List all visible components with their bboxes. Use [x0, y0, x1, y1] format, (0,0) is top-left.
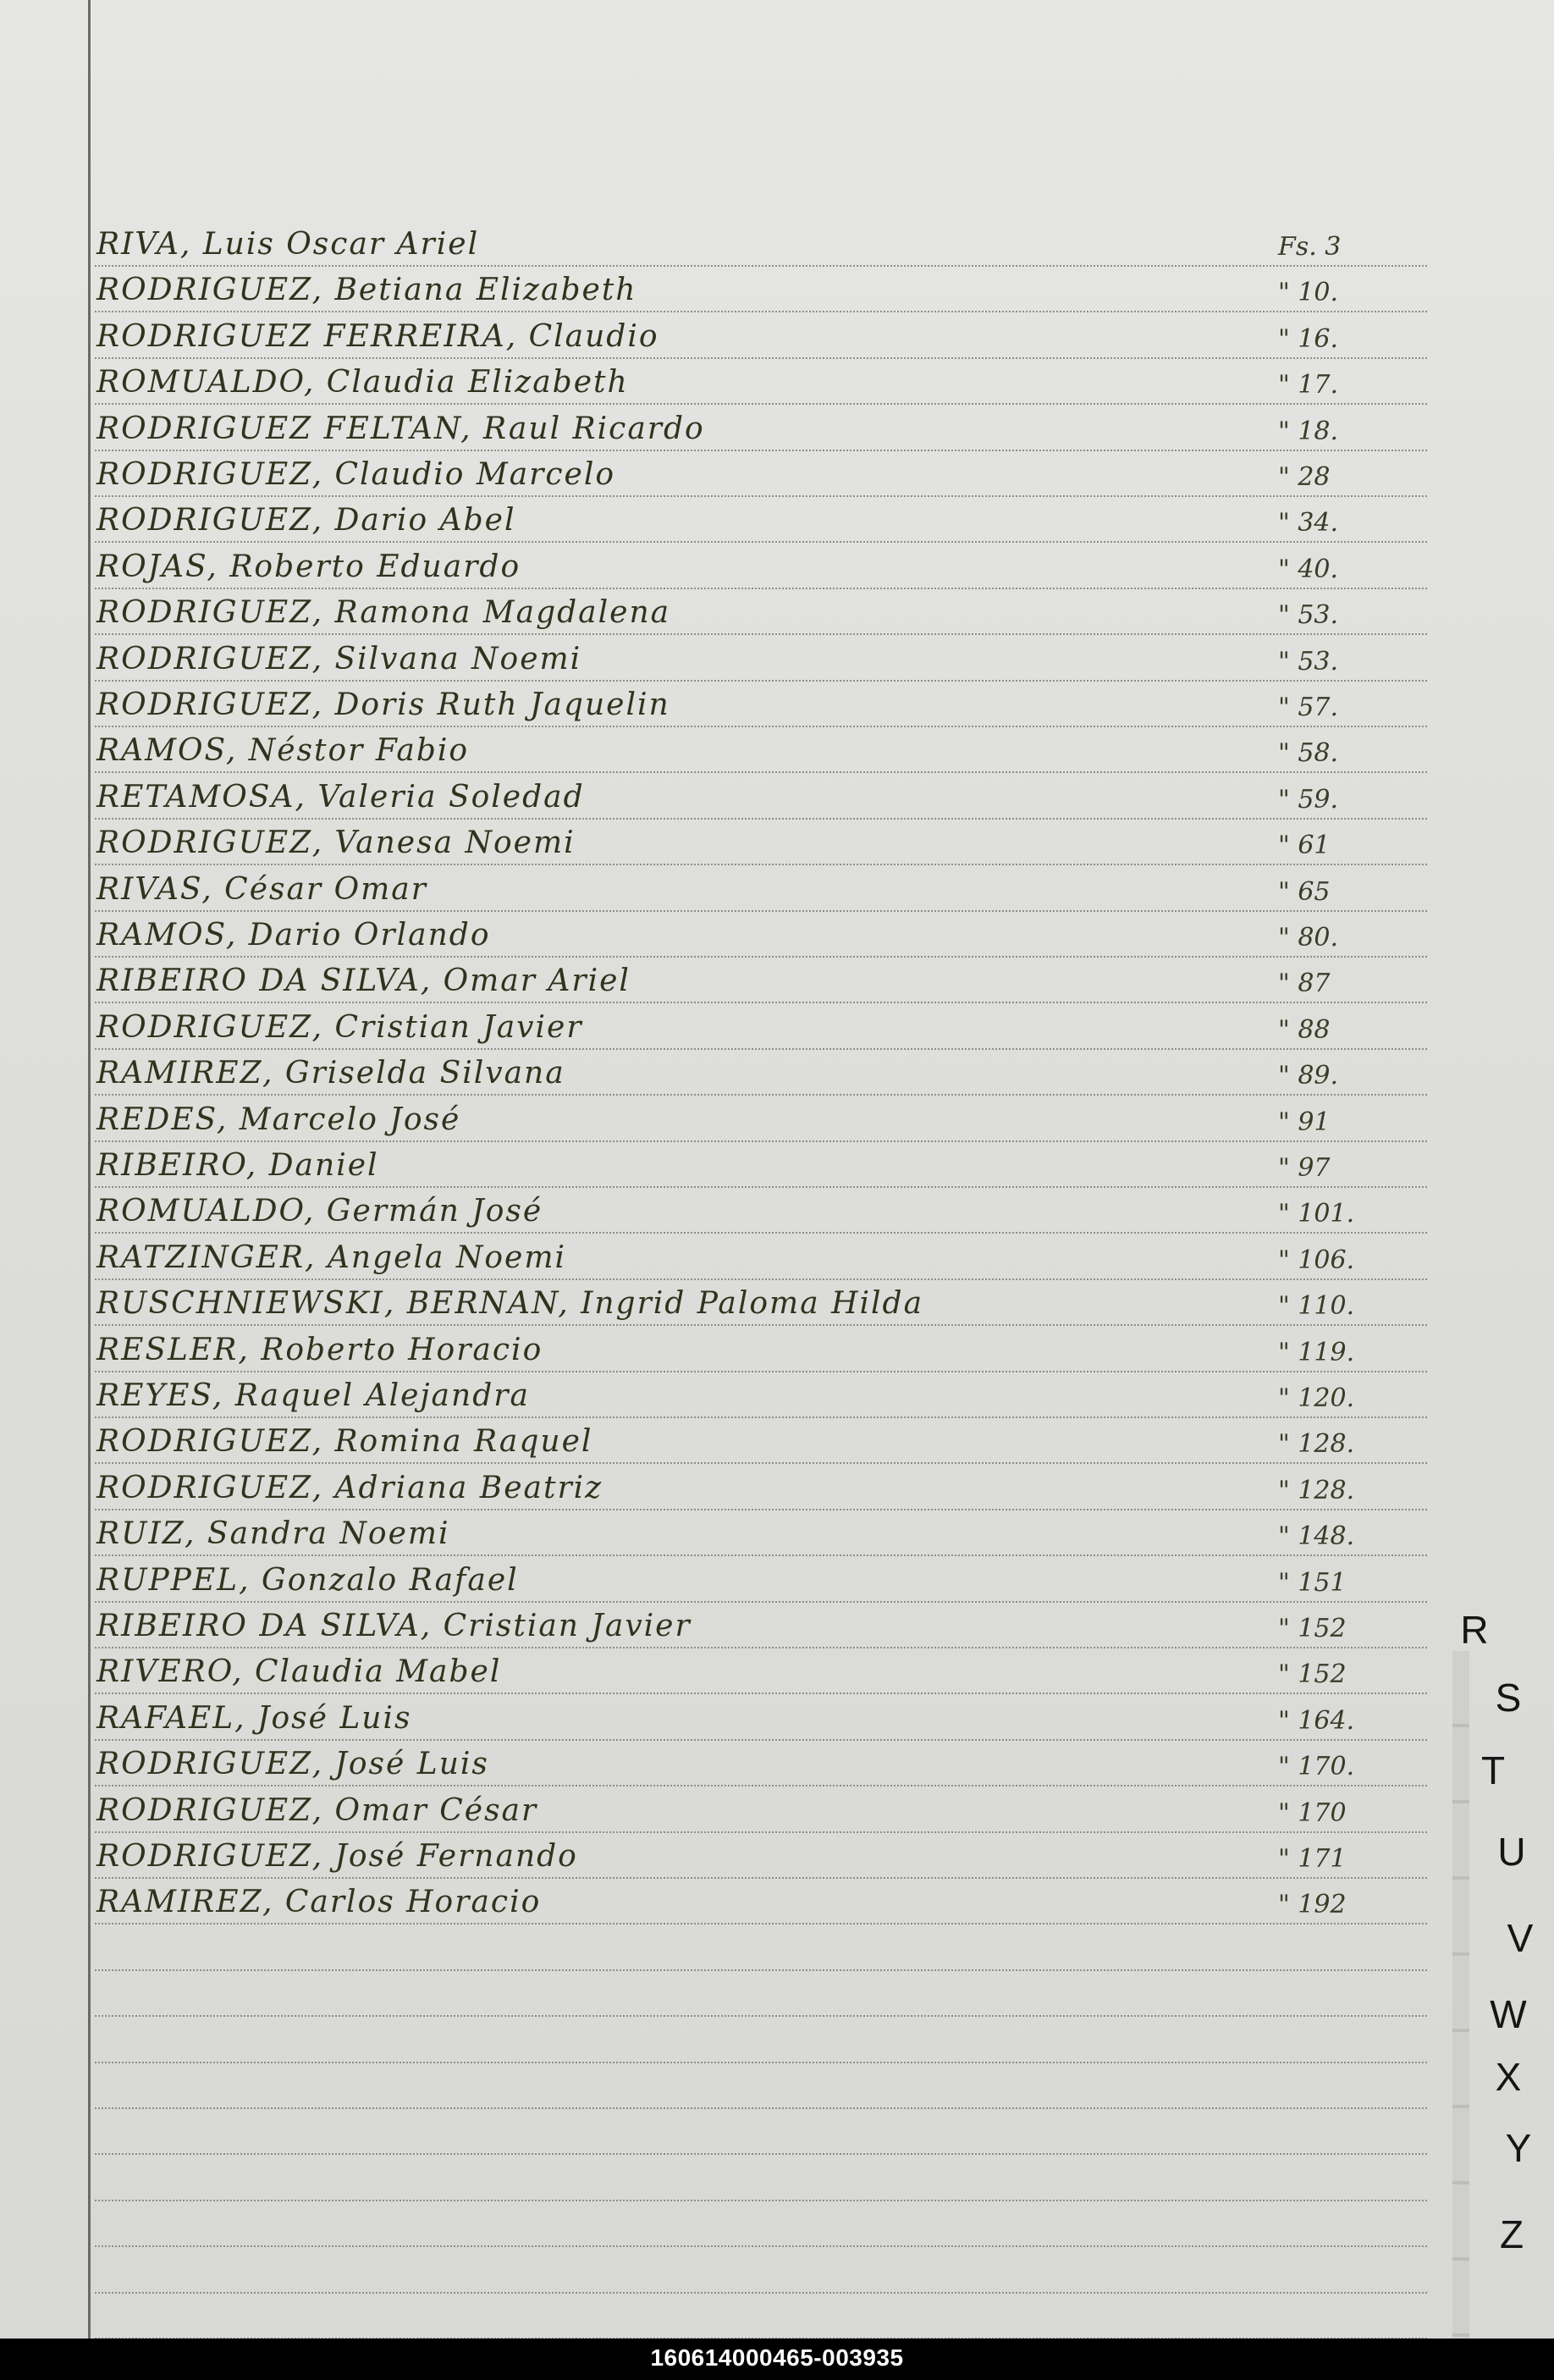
- ruled-line: [95, 1324, 1427, 1326]
- entry-name: RIVAS, César Omar: [96, 871, 427, 907]
- entry-folio: " 57.: [1278, 693, 1339, 722]
- entry-name: RODRIGUEZ, Adriana Beatriz: [96, 1470, 603, 1505]
- entry-folio: " 152: [1278, 1614, 1347, 1643]
- ruled-line: [95, 403, 1427, 405]
- ruled-line: [95, 495, 1427, 497]
- entry-folio: " 128.: [1278, 1475, 1355, 1505]
- entry-name: RODRIGUEZ, Claudio Marcelo: [96, 457, 616, 492]
- entry-name: REDES, Marcelo José: [96, 1102, 461, 1137]
- entry-folio: " 97: [1278, 1153, 1331, 1183]
- entry-name: RODRIGUEZ, Omar César: [96, 1792, 538, 1828]
- index-tab-s[interactable]: S: [1495, 1676, 1522, 1720]
- entry-name: RODRIGUEZ, Vanesa Noemi: [96, 826, 576, 861]
- ruled-line: [95, 818, 1427, 820]
- list-item: [95, 1791, 1458, 1831]
- entry-folio: " 58.: [1278, 738, 1339, 769]
- ruled-line: [95, 771, 1427, 773]
- ruled-line: [95, 1232, 1427, 1234]
- list-item: [95, 1652, 1458, 1693]
- ruled-line: [95, 1371, 1427, 1372]
- ruled-line: [95, 1278, 1427, 1280]
- entry-name: RATZINGER, Angela Noemi: [96, 1240, 566, 1275]
- index-tab-y[interactable]: Y: [1505, 2126, 1532, 2170]
- entry-folio: Fs. 3: [1278, 232, 1342, 262]
- entry-name: RODRIGUEZ, Ramona Magdalena: [96, 595, 671, 631]
- list-item: [95, 1053, 1458, 1094]
- list-item: [95, 639, 1458, 680]
- ruled-line: [95, 1693, 1427, 1694]
- entry-folio: " 80.: [1278, 923, 1339, 953]
- list-item: [95, 731, 1458, 771]
- ruled-line: [95, 956, 1427, 958]
- ruled-line: [95, 1509, 1427, 1510]
- entry-name: RODRIGUEZ FELTAN, Raul Ricardo: [96, 411, 705, 446]
- ruled-line: [95, 265, 1427, 267]
- ruled-line: [95, 2153, 1427, 2155]
- entry-folio: " 87: [1278, 969, 1331, 999]
- list-item: [95, 1468, 1458, 1509]
- ruled-line: [95, 1877, 1427, 1879]
- entry-name: RODRIGUEZ, Doris Ruth Jaquelin: [96, 687, 670, 722]
- entry-folio: " 59.: [1278, 784, 1339, 815]
- entry-name: RODRIGUEZ, José Luis: [96, 1747, 489, 1782]
- entry-name: RODRIGUEZ, Silvana Noemi: [96, 641, 582, 676]
- entry-folio: " 89.: [1278, 1061, 1339, 1091]
- list-item: [95, 1882, 1458, 1923]
- list-item: [95, 1514, 1458, 1554]
- list-item: [95, 1560, 1458, 1601]
- margin-line: [88, 0, 91, 2339]
- document-id: 160614000465-003935: [650, 2344, 904, 2371]
- list-item: [95, 1836, 1458, 1877]
- list-item: [95, 270, 1458, 311]
- entry-name: RIBEIRO, Daniel: [96, 1148, 379, 1183]
- ruled-line: [95, 633, 1427, 635]
- ruled-line: [95, 311, 1427, 312]
- list-item: [95, 1191, 1458, 1232]
- entry-name: RAMOS, Néstor Fabio: [96, 733, 470, 769]
- entry-name: RODRIGUEZ, Romina Raquel: [96, 1424, 593, 1460]
- list-item: [95, 1376, 1458, 1416]
- ruled-line: [95, 2292, 1427, 2294]
- ruled-line: [95, 726, 1427, 727]
- entry-folio: " 128.: [1278, 1429, 1355, 1460]
- list-item: [95, 362, 1458, 403]
- list-item: [95, 777, 1458, 818]
- ruled-line: [95, 1048, 1427, 1050]
- entry-folio: " 40.: [1278, 554, 1339, 584]
- entry-name: RUIZ, Sandra Noemi: [96, 1516, 450, 1552]
- entry-name: RIVERO, Claudia Mabel: [96, 1654, 502, 1690]
- entry-name: RUPPEL, Gonzalo Rafael: [96, 1562, 519, 1598]
- entry-folio: " 88: [1278, 1014, 1331, 1045]
- entry-name: RIBEIRO DA SILVA, Omar Ariel: [96, 964, 631, 999]
- entry-name: RODRIGUEZ, Betiana Elizabeth: [96, 273, 637, 308]
- entry-folio: " 110.: [1278, 1291, 1355, 1322]
- entry-folio: " 171: [1278, 1844, 1347, 1874]
- entry-name: ROMUALDO, Germán José: [96, 1194, 543, 1229]
- entry-folio: " 120.: [1278, 1383, 1355, 1413]
- ruled-line: [95, 1462, 1427, 1464]
- ruled-line: [95, 541, 1427, 543]
- entry-name: RODRIGUEZ, José Fernando: [96, 1839, 578, 1874]
- ruled-line: [95, 2062, 1427, 2063]
- entry-folio: " 17.: [1278, 370, 1339, 400]
- index-tab-z[interactable]: Z: [1499, 2212, 1524, 2256]
- entry-folio: " 152: [1278, 1659, 1347, 1690]
- ruled-line: [95, 1647, 1427, 1648]
- ruled-line: [95, 864, 1427, 865]
- entry-name: RESLER, Roberto Horacio: [96, 1332, 543, 1367]
- entry-folio: " 10.: [1278, 278, 1339, 308]
- entry-name: RAMIREZ, Carlos Horacio: [96, 1885, 542, 1920]
- list-item: [95, 593, 1458, 633]
- index-tab-w[interactable]: W: [1490, 1992, 1527, 2036]
- entry-name: RODRIGUEZ, Cristian Javier: [96, 1009, 583, 1045]
- entry-folio: " 28: [1278, 462, 1331, 492]
- entry-name: RIVA, Luis Oscar Ariel: [96, 227, 480, 262]
- entry-folio: " 65: [1278, 876, 1331, 907]
- list-item: [95, 1008, 1458, 1048]
- entry-name: RUSCHNIEWSKI, BERNAN, Ingrid Paloma Hilda: [96, 1286, 924, 1322]
- list-item: [95, 1744, 1458, 1785]
- ruled-line: [95, 1601, 1427, 1603]
- entry-name: RODRIGUEZ, Dario Abel: [96, 503, 516, 538]
- list-item: [95, 1606, 1458, 1647]
- ruled-line: [95, 1739, 1427, 1741]
- entry-name: RIBEIRO DA SILVA, Cristian Javier: [96, 1609, 692, 1643]
- list-item: [95, 1698, 1458, 1739]
- ruled-line: [95, 2200, 1427, 2201]
- ruled-line: [95, 588, 1427, 589]
- entry-name: REYES, Raquel Alejandra: [96, 1378, 530, 1413]
- ruled-line: [95, 1140, 1427, 1142]
- list-item: [95, 961, 1458, 1002]
- list-item: [95, 317, 1458, 357]
- entry-folio: " 101.: [1278, 1199, 1355, 1229]
- index-tab-strip: [1452, 1651, 1469, 2339]
- entry-name: ROJAS, Roberto Eduardo: [96, 549, 521, 584]
- entry-folio: " 91: [1278, 1107, 1331, 1137]
- entry-folio: " 170.: [1278, 1752, 1355, 1782]
- index-tab-v[interactable]: V: [1507, 1916, 1534, 1960]
- list-item: [95, 915, 1458, 956]
- list-item: [95, 685, 1458, 726]
- ruled-line: [95, 2245, 1427, 2247]
- entry-folio: " 34.: [1278, 508, 1339, 538]
- ruled-line: [95, 1094, 1427, 1096]
- ruled-line: [95, 1186, 1427, 1188]
- list-item: [95, 1146, 1458, 1186]
- list-item: [95, 1422, 1458, 1462]
- entry-name: ROMUALDO, Claudia Elizabeth: [96, 365, 629, 400]
- list-item: [95, 870, 1458, 910]
- ruled-line: [95, 1785, 1427, 1786]
- ruled-line: [95, 1969, 1427, 1971]
- ruled-line: [95, 2015, 1427, 2017]
- ruled-line: [95, 2107, 1427, 2109]
- ruled-line: [95, 1416, 1427, 1418]
- index-tab-r[interactable]: R: [1460, 1608, 1489, 1652]
- index-tab-t[interactable]: T: [1480, 1748, 1506, 1792]
- entry-name: RETAMOSA, Valeria Soledad: [96, 779, 585, 815]
- entry-name: RAMOS, Dario Orlando: [96, 918, 491, 953]
- list-item: [95, 547, 1458, 588]
- entry-folio: " 148.: [1278, 1521, 1355, 1552]
- entry-folio: " 53.: [1278, 646, 1339, 676]
- list-item: [95, 409, 1458, 450]
- ruled-line: [95, 680, 1427, 682]
- entry-folio: " 106.: [1278, 1245, 1355, 1275]
- ruled-line: [95, 357, 1427, 359]
- entry-folio: " 16.: [1278, 323, 1339, 354]
- ruled-line: [95, 1554, 1427, 1556]
- entry-folio: " 61: [1278, 831, 1331, 861]
- entry-name: RODRIGUEZ FERREIRA, Claudio: [96, 318, 659, 354]
- ruled-line: [95, 910, 1427, 912]
- list-item: [95, 1330, 1458, 1371]
- list-item: [95, 1238, 1458, 1278]
- entry-folio: " 53.: [1278, 600, 1339, 631]
- index-tab-x[interactable]: X: [1495, 2055, 1522, 2099]
- entry-folio: " 18.: [1278, 416, 1339, 446]
- list-item: [95, 1100, 1458, 1140]
- list-item: [95, 224, 1458, 265]
- list-item: [95, 1284, 1458, 1324]
- index-tab-u[interactable]: U: [1497, 1830, 1526, 1874]
- list-item: [95, 455, 1458, 495]
- entry-folio: " 170: [1278, 1797, 1347, 1828]
- ruled-line: [95, 1002, 1427, 1003]
- ruled-line: [95, 450, 1427, 451]
- entry-folio: " 192: [1278, 1890, 1347, 1920]
- ruled-line: [95, 1923, 1427, 1924]
- entry-name: RAMIREZ, Griselda Silvana: [96, 1056, 565, 1091]
- entry-folio: " 151: [1278, 1567, 1347, 1598]
- ruled-line: [95, 1831, 1427, 1833]
- entry-folio: " 119.: [1278, 1337, 1355, 1367]
- list-item: [95, 500, 1458, 541]
- entry-folio: " 164.: [1278, 1705, 1355, 1736]
- list-item: [95, 823, 1458, 864]
- entry-name: RAFAEL, José Luis: [96, 1700, 412, 1736]
